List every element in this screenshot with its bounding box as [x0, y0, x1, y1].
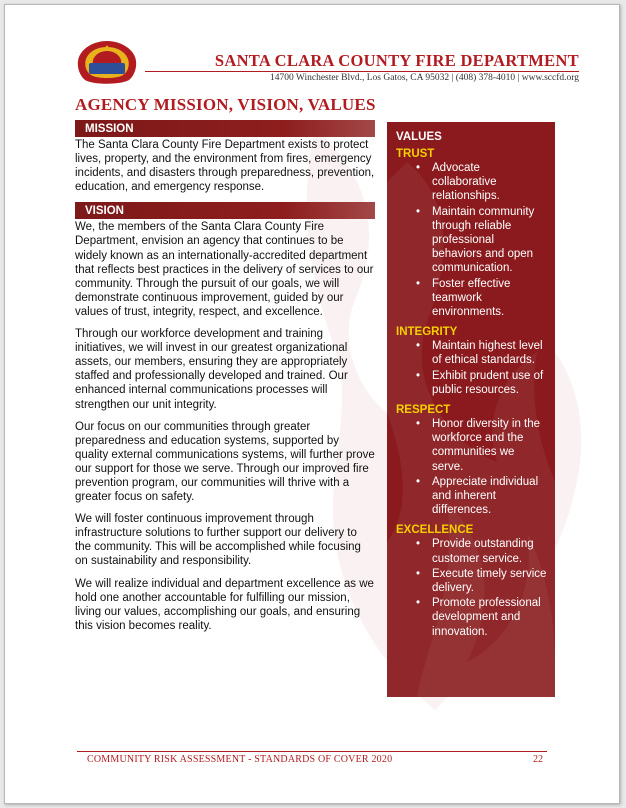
integrity-list: [396, 339, 547, 397]
excellence-list: [396, 537, 547, 638]
footer-title: COMMUNITY RISK ASSESSMENT - STANDARDS OF COVER 2020: [87, 754, 393, 765]
list-item-text: Maintain community through reliable professional behaviors and open communication.: [432, 205, 535, 275]
list-item: [396, 537, 547, 565]
values-panel: [387, 122, 555, 697]
list-item-text: Exhibit prudent use of public resources.: [432, 369, 544, 396]
fire-department-logo: [75, 39, 139, 87]
values-heading: VALUES: [396, 131, 442, 143]
page-number: 22: [533, 754, 543, 765]
bullet-icon: •: [416, 369, 421, 382]
list-item-text: Execute timely service delivery.: [432, 567, 547, 595]
list-item: [396, 369, 547, 397]
vision-paragraph-1: We, the members of the Santa Clara County Fire Department, envision an agency that continues to be widely known as an internationally-accredited department that reflects best practices in the delivery of services to our community. Through the pursuit of our goals, we will demonstrate continuous improvement, guided by our values of trust, integrity, respect, and excellence.: [75, 221, 374, 318]
value-category-integrity: INTEGRITY: [396, 326, 458, 339]
list-item-text: Promote professional development and innovation.: [432, 597, 541, 638]
footer-rule: [77, 751, 547, 752]
bullet-icon: •: [416, 418, 421, 431]
document-page: [4, 4, 620, 804]
list-item-text: Honor diversity in the workforce and the communities we serve.: [432, 418, 541, 473]
department-address: 14700 Winchester Blvd., Los Gatos, CA 95032 | (408) 378-4010 | www.sccfd.org: [269, 73, 579, 83]
value-category-respect: RESPECT: [396, 404, 451, 417]
vision-paragraph-2: Through our workforce development and training initiatives, we will invest in our greatest organizational assets, our members, ensuring they are appropriately staffed and professionally developed and trained. Our enhanced internal communications processes will strengthen our unit integrity.: [75, 328, 348, 411]
list-item: [396, 417, 547, 474]
vision-paragraph-5: We will realize individual and department excellence as we hold one another accountable for fulfilling our mission, living our values, accomplishing our goals, and ensuring this vision becomes reality.: [75, 577, 374, 632]
list-item-text: Appreciate individual and inherent differences.: [432, 475, 539, 517]
value-category-excellence: EXCELLENCE: [396, 524, 474, 537]
bullet-icon: •: [416, 538, 421, 551]
mission-text: The Santa Clara County Fire Department exists to protect lives, property, and the environment from fires, emergency incidents, and disasters through preparedness, prevention, education, and emergency response.: [75, 139, 375, 194]
list-item: [396, 277, 547, 320]
header-rule: [145, 71, 579, 72]
respect-list: [396, 417, 547, 517]
bullet-icon: •: [416, 162, 421, 174]
vision-paragraph-3: Our focus on our communities through greater preparedness and education systems, supported by quality external communications systems, will further prove our support for those we serve. Through our improved fire prevention program, our communities will thrive with a greater focus on safety.: [75, 420, 375, 504]
mission-heading: MISSION: [75, 120, 375, 137]
list-item: [396, 161, 547, 204]
list-item: [396, 567, 547, 595]
list-item-text: Maintain highest level of ethical standards.: [432, 340, 543, 367]
vision-paragraph-4: We will foster continuous improvement through infrastructure solutions to further support our delivery to the community. This will be accomplished while focusing on sustainability and responsibility.: [75, 513, 361, 568]
value-category-trust: TRUST: [396, 148, 435, 160]
list-item-text: Foster effective teamwork environments.: [432, 277, 511, 319]
department-name: SANTA CLARA COUNTY FIRE DEPARTMENT: [214, 51, 579, 70]
list-item: [396, 205, 547, 276]
list-item: [396, 475, 547, 518]
bullet-icon: •: [416, 205, 421, 218]
list-item-text: Advocate collaborative relationships.: [432, 162, 500, 203]
list-item-text: Provide outstanding customer service.: [432, 538, 534, 565]
bullet-icon: •: [416, 340, 421, 353]
vision-heading: VISION: [75, 202, 375, 219]
page-title: AGENCY MISSION, VISION, VALUES: [75, 95, 376, 114]
bullet-icon: •: [416, 475, 421, 488]
list-item: [396, 596, 547, 639]
list-item: [396, 339, 547, 367]
bullet-icon: •: [416, 277, 421, 290]
trust-list: [396, 161, 547, 319]
left-column: [75, 120, 375, 633]
bullet-icon: •: [416, 567, 421, 580]
bullet-icon: •: [416, 597, 421, 610]
